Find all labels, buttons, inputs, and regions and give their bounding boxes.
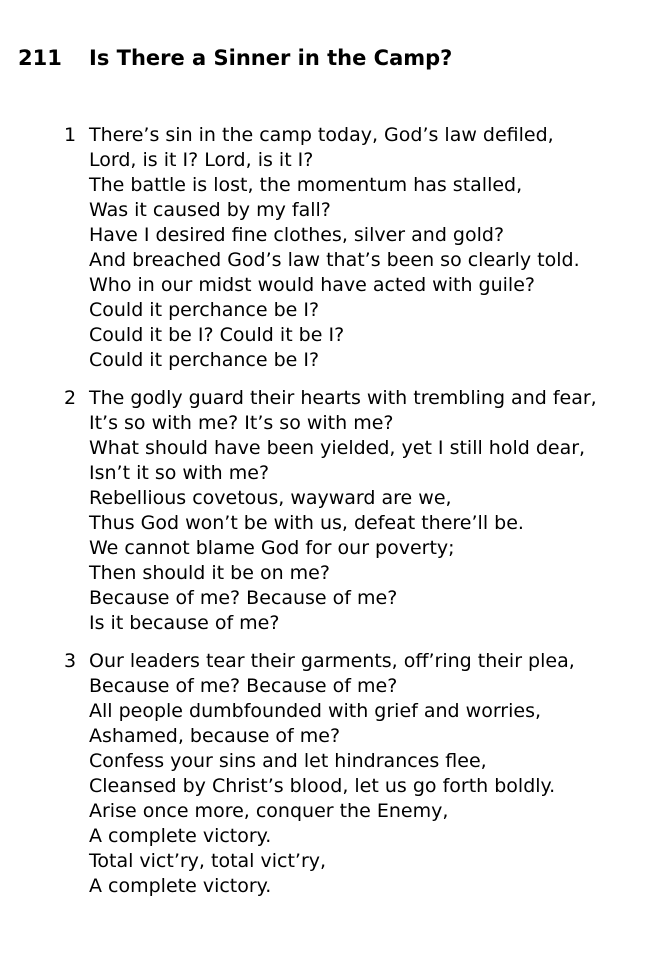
verse-line: Have I desired fine clothes, silver and gold? xyxy=(89,224,505,246)
verse-lines xyxy=(89,123,644,373)
verse-line: Thus God won’t be with us, defeat there’ll be. xyxy=(89,512,524,534)
verse-line: Who in our midst would have acted with guile? xyxy=(89,274,535,296)
verse-number: 2 xyxy=(64,387,77,409)
verse-3 xyxy=(64,649,644,899)
verse-lines xyxy=(89,649,644,899)
hymn-number: 211 xyxy=(18,46,62,70)
verse-line: Because of me? Because of me? xyxy=(89,675,398,697)
verse-line: Arise once more, conquer the Enemy, xyxy=(89,800,449,822)
hymn-title: Is There a Sinner in the Camp? xyxy=(89,46,453,70)
verse-line: The godly guard their hearts with trembling and fear, xyxy=(89,387,597,409)
verse-line: Lord, is it I? Lord, is it I? xyxy=(89,149,314,171)
verse-line: What should have been yielded, yet I still hold dear, xyxy=(89,437,586,459)
verse-line: And breached God’s law that’s been so clearly told. xyxy=(89,249,580,271)
verse-line: We cannot blame God for our poverty; xyxy=(89,537,455,559)
verse-lines xyxy=(89,386,644,636)
verse-line: Confess your sins and let hindrances flee, xyxy=(89,750,487,772)
verse-line: All people dumbfounded with grief and worries, xyxy=(89,700,542,722)
verse-line: Could it be I? Could it be I? xyxy=(89,324,345,346)
verse-line: A complete victory. xyxy=(89,875,272,897)
verse-line: There’s sin in the camp today, God’s law defiled, xyxy=(89,124,554,146)
verse-line: Ashamed, because of me? xyxy=(89,725,341,747)
verse-number: 3 xyxy=(64,650,77,672)
verse-line: Then should it be on me? xyxy=(89,562,330,584)
verse-line: The battle is lost, the momentum has stalled, xyxy=(89,174,523,196)
hymn-header xyxy=(18,44,452,72)
verse-line: Rebellious covetous, wayward are we, xyxy=(89,487,452,509)
verse-2 xyxy=(64,386,644,636)
verse-line: Is it because of me? xyxy=(89,612,280,634)
verse-line: Could it perchance be I? xyxy=(89,299,320,321)
verse-line: A complete victory. xyxy=(89,825,272,847)
verse-number: 1 xyxy=(64,124,77,146)
verse-line: Cleansed by Christ’s blood, let us go forth boldly. xyxy=(89,775,556,797)
verse-line: It’s so with me? It’s so with me? xyxy=(89,412,394,434)
verse-1 xyxy=(64,123,644,373)
verse-line: Was it caused by my fall? xyxy=(89,199,331,221)
verse-line: Our leaders tear their garments, off’ring their plea, xyxy=(89,650,575,672)
verse-line: Because of me? Because of me? xyxy=(89,587,398,609)
verse-line: Could it perchance be I? xyxy=(89,349,320,371)
verse-line: Isn’t it so with me? xyxy=(89,462,270,484)
verse-line: Total vict’ry, total vict’ry, xyxy=(89,850,327,872)
